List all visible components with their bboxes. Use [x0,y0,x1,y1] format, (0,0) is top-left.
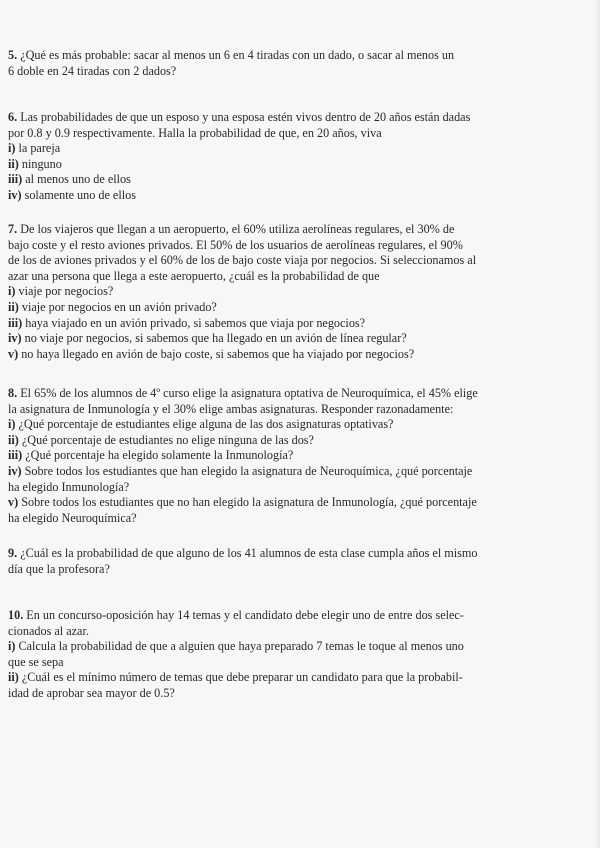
item-text: Calcula la probabilidad de que a alguien que haya preparado 7 temas le toque al menos uno [18,639,464,654]
sub-item [8,188,510,204]
problem-text: En un concurso-oposición hay 14 temas y el candidato debe elegir uno de entre dos selec- [26,608,464,622]
item-text: ¿Qué porcentaje de estudiantes no elige ninguna de las dos? [21,432,314,447]
problem-8 [8,386,510,526]
item-label: iii) [8,315,23,330]
problem-text: El 65% de los alumnos de 4º curso elige la asignatura optativa de Neuroquímica, el 45% elige [20,386,478,400]
item-label: v) [8,495,19,510]
problem-number: 10. [8,608,24,622]
sub-item [8,495,510,511]
item-text: al menos uno de ellos [25,172,131,187]
problem-number: 6. [8,110,18,124]
item-label: iv) [8,331,22,346]
problem-text: por 0.8 y 0.9 respectivamente. Halla la probabilidad de que, en 20 años, viva [8,125,382,140]
item-text: Sobre todos los estudiantes que no han elegido la asignatura de Inmunología, ¿qué porcentaje [21,495,477,510]
item-text: ¿Qué porcentaje ha elegido solamente la Inmunología? [25,448,294,463]
problem-5 [8,48,510,79]
item-label: ii) [8,156,19,171]
item-text: solamente uno de ellos [24,187,136,202]
item-text: viaje por negocios en un avión privado? [21,299,217,314]
item-text: haya viajado en un avión privado, si sabemos que viaja por negocios? [25,315,366,330]
sub-item [8,433,510,449]
sub-item [8,300,510,316]
scan-edge-shadow [594,0,600,848]
problem-number: 7. [8,222,18,236]
sub-item [8,448,510,464]
problem-number: 9. [8,546,18,560]
sub-item [8,141,510,157]
item-text: viaje por negocios? [18,284,114,299]
sub-item [8,347,510,363]
problem-7 [8,222,510,362]
problem-text: de los de aviones privados y el 60% de los de bajo coste viaja por negocios. Si seleccionamos al [8,253,477,268]
problem-number: 5. [8,48,18,62]
sub-item [8,157,510,173]
problem-text: día que la profesora? [8,561,110,576]
problem-text: la asignatura de Inmunología y el 30% elige ambas asignaturas. Responder razonadamente: [8,401,454,416]
item-label: iv) [8,187,22,202]
item-label: iii) [8,172,23,187]
item-label: i) [8,284,16,299]
problem-9 [8,546,510,577]
sub-item [8,284,510,300]
item-text: ninguno [21,156,62,171]
problem-text: De los viajeros que llegan a un aeropuerto, el 60% utiliza aerolíneas regulares, el 30% de [20,222,455,236]
sub-item [8,670,510,686]
problem-number: 8. [8,386,18,400]
item-label: iv) [8,463,22,478]
item-text: no haya llegado en avión de bajo coste, si sabemos que ha viajado por negocios? [21,346,415,361]
item-text: ¿Cuál es el mínimo número de temas que debe preparar un candidato para que la probabil- [21,670,463,685]
problem-text: azar una persona que llega a este aeropuerto, ¿cuál es la probabilidad de que [8,268,380,283]
item-label: i) [8,417,16,432]
item-text: Sobre todos los estudiantes que han elegido la asignatura de Neuroquímica, ¿qué porcentaje [24,463,473,478]
item-label: i) [8,639,16,654]
item-label: ii) [8,432,19,447]
sub-item [8,331,510,347]
sub-item [8,464,510,480]
item-continuation: que se sepa [8,654,64,669]
problem-10 [8,608,510,702]
problem-text: ¿Cuál es la probabilidad de que alguno de los 41 alumnos de esta clase cumpla años el mismo [20,546,478,560]
problem-text: cionados al azar. [8,623,89,638]
sub-item [8,639,510,655]
sub-item [8,417,510,433]
item-text: no viaje por negocios, si sabemos que ha llegado en un avión de línea regular? [24,331,407,346]
item-label: i) [8,141,16,156]
item-text: ¿Qué porcentaje de estudiantes elige alguna de las dos asignaturas optativas? [18,417,394,432]
sub-item [8,316,510,332]
problem-text: 6 doble en 24 tiradas con 2 dados? [8,63,177,78]
item-label: ii) [8,299,19,314]
item-continuation: ha elegido Inmunología? [8,479,130,494]
item-text: la pareja [18,141,61,156]
problem-text: ¿Qué es más probable: sacar al menos un 6 en 4 tiradas con un dado, o sacar al menos un [20,48,455,62]
problem-6 [8,110,510,204]
item-label: iii) [8,448,23,463]
problem-text: Las probabilidades de que un esposo y una esposa estén vivos dentro de 20 años están dadas [20,110,471,124]
item-continuation: ha elegido Neuroquímica? [8,510,137,525]
item-label: v) [8,346,19,361]
problem-text: bajo coste y el resto aviones privados. El 50% de los usuarios de aerolíneas regulares, el 90% [8,237,463,252]
item-continuation: idad de aprobar sea mayor de 0.5? [8,685,175,700]
item-label: ii) [8,670,19,685]
sub-item [8,172,510,188]
